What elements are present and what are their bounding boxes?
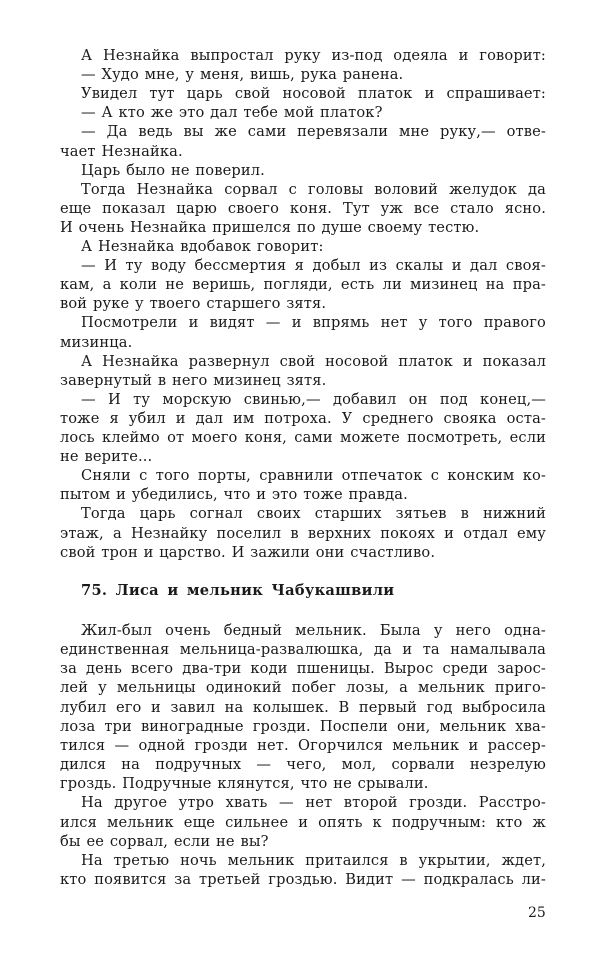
text-line: пытом и убедились, что и это тоже правда. (60, 486, 408, 504)
text-line: Сняли с того порты, сравнили отпечаток с конским ко- (81, 467, 546, 485)
text-line: свой трон и царство. И зажили они счастливо. (60, 543, 436, 561)
text-line: На другое утро хвать — нет второй грозди. Расстро- (81, 794, 546, 812)
text-line: дился на подручных — чего, мол, сорвали незрелую (60, 756, 546, 774)
text-line: А Незнайка выпростал руку из-под одеяла и говорит: (81, 47, 546, 64)
text-line: мизинца. (60, 333, 133, 351)
page-number: 25 (528, 905, 546, 921)
text-line: лубил его и завил на колышек. В первый год выбросила (60, 698, 546, 716)
text-line: Жил-был очень бедный мельник. Была у него одна- (81, 622, 546, 639)
text-line: вой руке у твоего старшего зятя. (60, 295, 327, 313)
text-line: А Незнайка развернул свой носовой платок и показал (81, 352, 546, 370)
text-line: — И ту морскую свинью,— добавил он под конец,— (81, 390, 546, 408)
text-line: Царь было не поверил. (81, 161, 265, 179)
text-line: И очень Незнайка пришелся по душе своему тестю. (60, 218, 480, 236)
text-line: гроздь. Подручные клянутся, что не срывали. (60, 775, 429, 793)
text-line: На третью ночь мельник притаился в укрытии, ждет, (81, 851, 546, 869)
text-line: завернутый в него мизинец зятя. (60, 371, 327, 389)
text-line: — Худо мне, у меня, вишь, рука ранена. (81, 66, 404, 84)
chapter-heading: 75. Лиса и мельник Чабукашвили (81, 582, 395, 599)
text-line: не верите... (60, 448, 153, 466)
text-line: — А кто же это дал тебе мой платок? (81, 104, 383, 122)
text-line: кто появится за третьей гроздью. Видит — подкралась ли- (60, 870, 546, 888)
text-line: чает Незнайка. (60, 142, 183, 160)
text-line: Тогда Незнайка сорвал с головы воловий желудок да (81, 180, 546, 198)
text-line: лоза три виноградные грозди. Поспели они, мельник хва- (60, 717, 546, 735)
text-line: этаж, а Незнайку поселил в верхних покоях и отдал ему (60, 524, 546, 542)
text-line: еще показал царю своего коня. Тут уж все стало ясно. (60, 199, 546, 217)
text-line: лей у мельницы одинокий побег лозы, а мельник приго- (60, 679, 546, 697)
text-line: Тогда царь согнал своих старших зятьев в нижний (81, 505, 546, 523)
text-line: — Да ведь вы же сами перевязали мне руку,— отве- (81, 123, 546, 141)
text-line: тоже я убил и дал им потроха. У среднего свояка оста- (60, 409, 546, 427)
text-line: лось клеймо от моего коня, сами можете посмотреть, если (60, 429, 546, 446)
text-line: кам, а коли не веришь, погляди, есть ли мизинец на пра- (60, 276, 546, 294)
text-line: тился — одной грозди нет. Огорчился мельник и рассер- (60, 736, 546, 754)
text-line: — И ту воду бессмертия я добыл из скалы и дал своя- (81, 257, 546, 275)
text-line: бы ее сорвал, если не вы? (60, 832, 269, 850)
text-line: единственная мельница-развалюшка, да и та намалывала (60, 641, 546, 659)
text-line: ился мельник еще сильнее и опять к подручным: кто ж (60, 813, 546, 831)
text-line: А Незнайка вдобавок говорит: (81, 238, 324, 255)
text-line: Посмотрели и видят — и впрямь нет у того правого (81, 314, 546, 332)
text-line: за день всего два-три коди пшеницы. Вырос среди зарос- (60, 660, 546, 678)
text-line: Увидел тут царь свой носовой платок и спрашивает: (81, 85, 546, 103)
